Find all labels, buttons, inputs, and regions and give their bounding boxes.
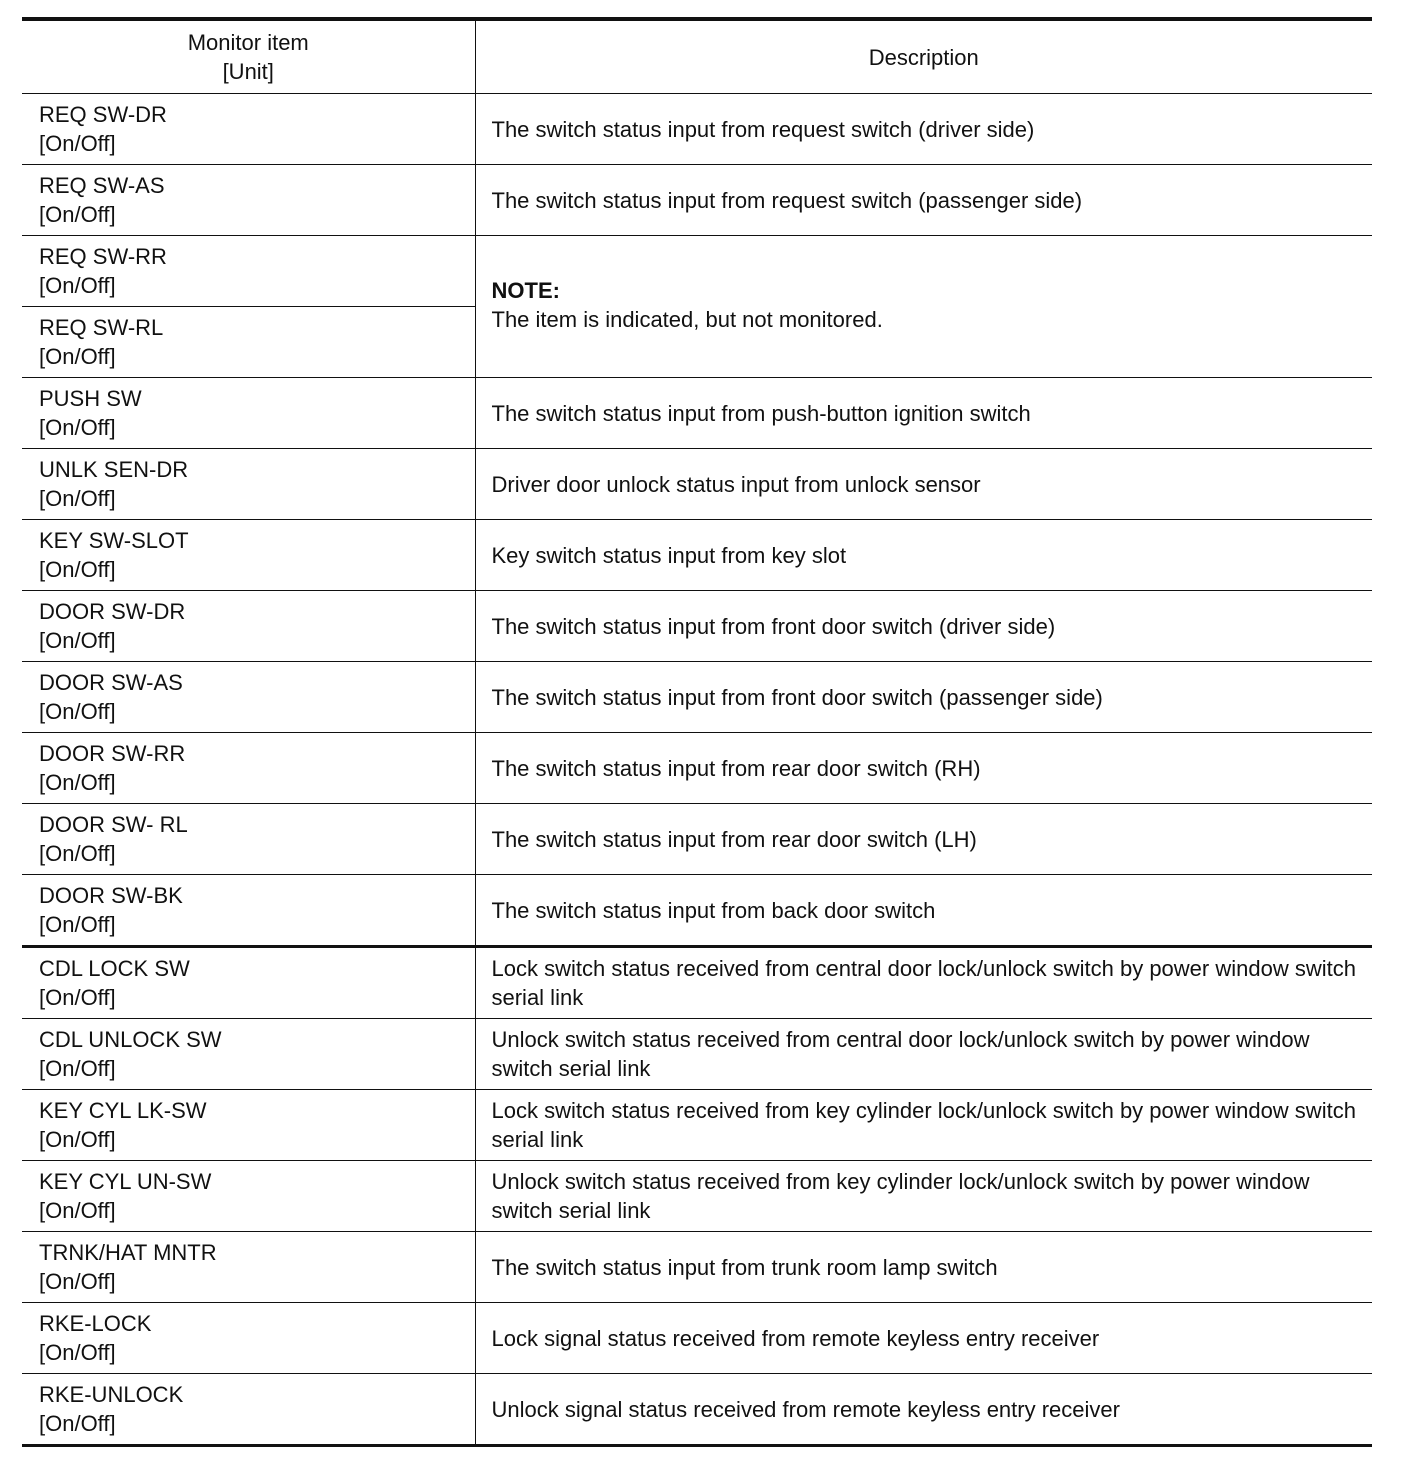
- item-unit: [On/Off]: [39, 770, 116, 795]
- item-unit: [On/Off]: [39, 628, 116, 653]
- table-row: [22, 1374, 1372, 1446]
- monitor-item-cell: [22, 875, 475, 947]
- table-row: [22, 875, 1372, 947]
- item-name: KEY SW-SLOT: [39, 528, 189, 553]
- item-name: TRNK/HAT MNTR: [39, 1240, 217, 1265]
- description-cell: Unlock switch status received from key cylinder lock/unlock switch by power window switch serial link: [475, 1161, 1372, 1232]
- header-description: Description: [475, 19, 1372, 94]
- description-cell: The switch status input from request switch (driver side): [475, 94, 1372, 165]
- note-label: NOTE:: [491, 278, 560, 303]
- header-item-line2: [Unit]: [222, 59, 274, 84]
- item-name: REQ SW-RR: [39, 244, 167, 269]
- item-unit: [On/Off]: [39, 273, 116, 298]
- table-header-row: [22, 19, 1372, 94]
- item-unit: [On/Off]: [39, 1056, 116, 1081]
- table-row: [22, 662, 1372, 733]
- note-text: The item is indicated, but not monitored.: [491, 307, 883, 332]
- description-cell: The switch status input from rear door switch (LH): [475, 804, 1372, 875]
- item-unit: [On/Off]: [39, 912, 116, 937]
- monitor-item-cell: [22, 1232, 475, 1303]
- item-unit: [On/Off]: [39, 1127, 116, 1152]
- monitor-item-cell: [22, 947, 475, 1019]
- item-unit: [On/Off]: [39, 699, 116, 724]
- description-cell: The switch status input from front door switch (driver side): [475, 591, 1372, 662]
- monitor-item-cell: [22, 662, 475, 733]
- monitor-item-cell: [22, 236, 475, 307]
- table-row: [22, 94, 1372, 165]
- monitor-item-cell: [22, 307, 475, 378]
- item-unit: [On/Off]: [39, 557, 116, 582]
- header-monitor-item: [22, 19, 475, 94]
- table-row: [22, 1232, 1372, 1303]
- item-name: RKE-LOCK: [39, 1311, 152, 1336]
- item-unit: [On/Off]: [39, 1340, 116, 1365]
- item-name: DOOR SW-RR: [39, 741, 186, 766]
- monitor-item-cell: [22, 733, 475, 804]
- item-name: CDL LOCK SW: [39, 956, 190, 981]
- monitor-item-cell: [22, 1303, 475, 1374]
- item-unit: [On/Off]: [39, 344, 116, 369]
- monitor-item-cell: [22, 1161, 475, 1232]
- item-unit: [On/Off]: [39, 415, 116, 440]
- description-cell: The switch status input from request switch (passenger side): [475, 165, 1372, 236]
- item-name: REQ SW-RL: [39, 315, 164, 340]
- description-cell: Lock switch status received from central door lock/unlock switch by power window switch serial link: [475, 947, 1372, 1019]
- monitor-item-cell: [22, 165, 475, 236]
- table-row: [22, 1161, 1372, 1232]
- table-row: [22, 165, 1372, 236]
- monitor-item-cell: [22, 1374, 475, 1446]
- table-row: [22, 591, 1372, 662]
- item-name: CDL UNLOCK SW: [39, 1027, 222, 1052]
- monitor-item-cell: [22, 591, 475, 662]
- item-name: REQ SW-AS: [39, 173, 165, 198]
- item-unit: [On/Off]: [39, 486, 116, 511]
- description-cell: Key switch status input from key slot: [475, 520, 1372, 591]
- item-name: KEY CYL UN-SW: [39, 1169, 212, 1194]
- monitor-item-cell: [22, 804, 475, 875]
- description-cell: Lock switch status received from key cylinder lock/unlock switch by power window switch serial link: [475, 1090, 1372, 1161]
- item-unit: [On/Off]: [39, 985, 116, 1010]
- table-row: [22, 236, 1372, 307]
- table-row: [22, 947, 1372, 1019]
- description-cell: The switch status input from front door switch (passenger side): [475, 662, 1372, 733]
- item-unit: [On/Off]: [39, 202, 116, 227]
- table-row: [22, 449, 1372, 520]
- item-name: RKE-UNLOCK: [39, 1382, 184, 1407]
- description-cell: Unlock switch status received from central door lock/unlock switch by power window switch serial link: [475, 1019, 1372, 1090]
- item-unit: [On/Off]: [39, 1269, 116, 1294]
- table-row: [22, 804, 1372, 875]
- table-row: [22, 520, 1372, 591]
- description-cell: The switch status input from trunk room lamp switch: [475, 1232, 1372, 1303]
- header-item-line1: Monitor item: [187, 30, 309, 55]
- table-row: [22, 1303, 1372, 1374]
- description-cell: Lock signal status received from remote keyless entry receiver: [475, 1303, 1372, 1374]
- item-unit: [On/Off]: [39, 1411, 116, 1436]
- monitor-item-cell: [22, 1019, 475, 1090]
- monitor-item-cell: [22, 520, 475, 591]
- description-cell: The switch status input from back door switch: [475, 875, 1372, 947]
- description-cell: The switch status input from push-button ignition switch: [475, 378, 1372, 449]
- monitor-item-cell: [22, 1090, 475, 1161]
- note-cell: [475, 236, 1372, 378]
- item-name: KEY CYL LK-SW: [39, 1098, 207, 1123]
- table-row: [22, 1090, 1372, 1161]
- monitor-item-table: [22, 17, 1372, 1447]
- table-row: [22, 378, 1372, 449]
- item-name: PUSH SW: [39, 386, 142, 411]
- item-name: UNLK SEN-DR: [39, 457, 189, 482]
- item-name: REQ SW-DR: [39, 102, 167, 127]
- description-cell: Unlock signal status received from remote keyless entry receiver: [475, 1374, 1372, 1446]
- item-unit: [On/Off]: [39, 1198, 116, 1223]
- item-unit: [On/Off]: [39, 131, 116, 156]
- item-name: DOOR SW-AS: [39, 670, 183, 695]
- monitor-item-cell: [22, 94, 475, 165]
- description-cell: Driver door unlock status input from unlock sensor: [475, 449, 1372, 520]
- item-name: DOOR SW-BK: [39, 883, 183, 908]
- monitor-item-cell: [22, 449, 475, 520]
- item-name: DOOR SW-DR: [39, 599, 186, 624]
- table-row: [22, 733, 1372, 804]
- item-name: DOOR SW- RL: [39, 812, 188, 837]
- table-row: [22, 1019, 1372, 1090]
- item-unit: [On/Off]: [39, 841, 116, 866]
- description-cell: The switch status input from rear door switch (RH): [475, 733, 1372, 804]
- monitor-item-cell: [22, 378, 475, 449]
